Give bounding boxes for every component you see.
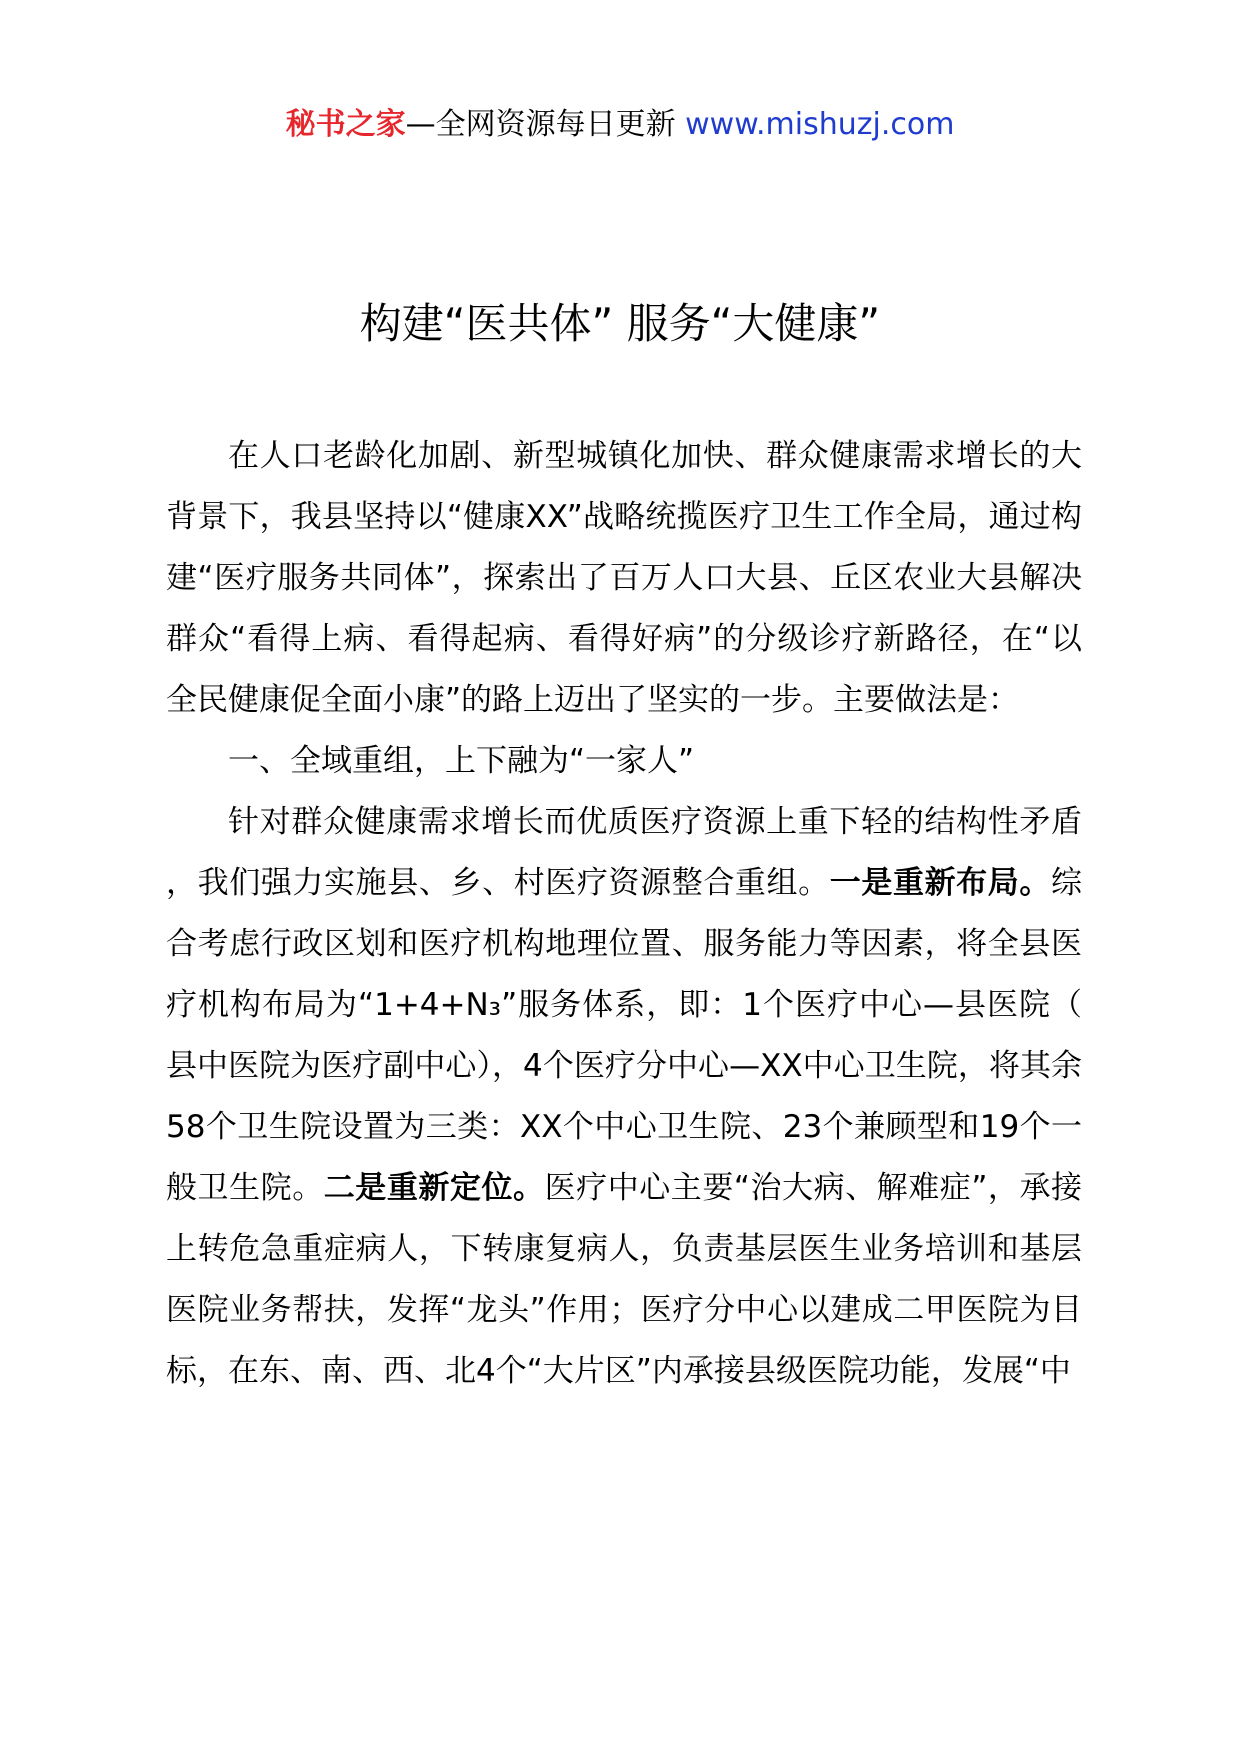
header-tagline: —全网资源每日更新 — [405, 107, 686, 142]
document-body — [166, 426, 1082, 1402]
bold-phrase: 二是重新定位。 — [323, 1170, 545, 1206]
site-header — [0, 100, 1240, 150]
paragraph-text: 综合考虑行政区划和医疗机构地理位置、服务能力等因素，将全县医疗机构布局为“1+4+N₃”服务体系，即：1个医疗中心—县医院（县中医院为医疗副中心），4个医疗分中心—XX中心卫生院，将其余58个卫生院设置为三类：XX个中心卫生院、23个兼顾型和19个一般卫生院。 — [166, 865, 1082, 1206]
section-heading: 一、全域重组，上下融为“一家人” — [228, 743, 695, 779]
section-paragraph — [166, 792, 1082, 1402]
site-url-link[interactable]: www.mishuzj.com — [685, 107, 955, 142]
bold-phrase: 一是重新布局。 — [829, 865, 1051, 901]
intro-paragraph: 在人口老龄化加剧、新型城镇化加快、群众健康需求增长的大背景下，我县坚持以“健康XX”战略统揽医疗卫生工作全局，通过构建“医疗服务共同体”，探索出了百万人口大县、丘区农业大县解决群众“看得上病、看得起病、看得好病”的分级诊疗新路径，在“以全民健康促全面小康”的路上迈出了坚实的一步。主要做法是： — [166, 438, 1082, 718]
paragraph-text: 针对群众健康需求增长而优质医疗资源上重下轻的结构性矛盾，我们强力实施县、乡、村医疗资源整合重组。 — [166, 804, 1082, 901]
paragraph-text: 医疗中心主要“治大病、解难症”，承接上转危急重症病人，下转康复病人，负责基层医生业务培训和基层医院业务帮扶，发挥“龙头”作用；医疗分中心以建成二甲医院为目标，在东、南、西、北4个“大片区”内承接县级医院功能，发展“中 — [166, 1170, 1083, 1389]
brand-name: 秘书之家 — [285, 107, 406, 142]
document-title: 构建“医共体” 服务“大健康” — [359, 299, 881, 348]
